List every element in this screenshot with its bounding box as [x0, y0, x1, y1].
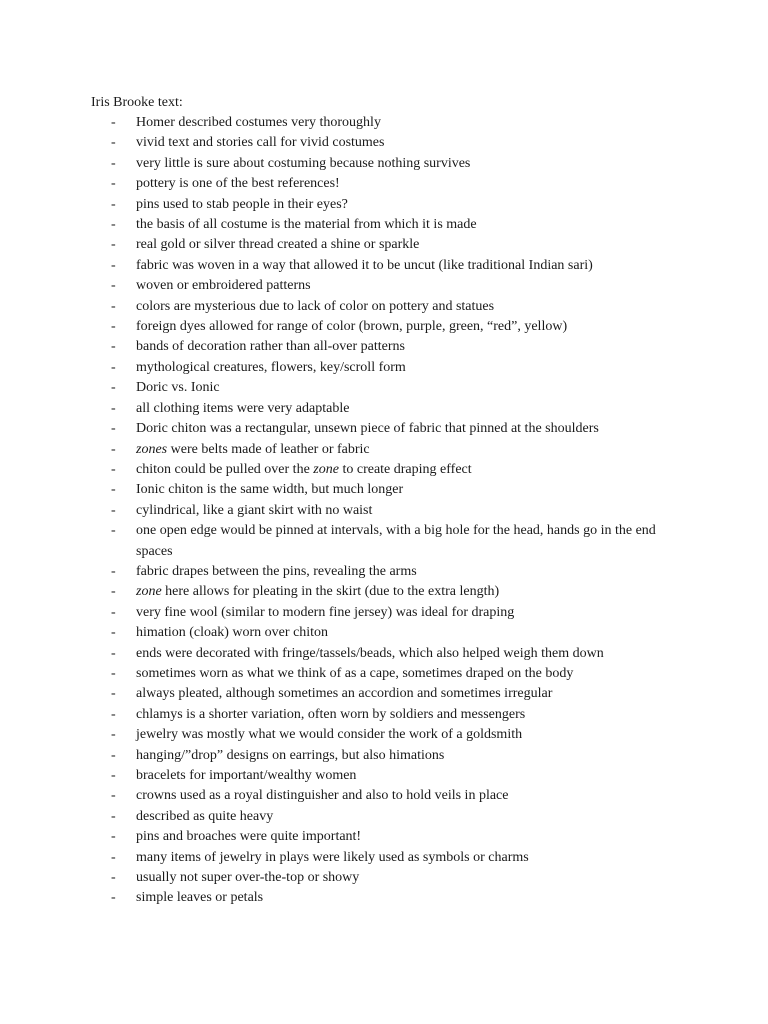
list-item	[0, 644, 768, 664]
list-item	[0, 113, 768, 133]
list-bullet-dash: -	[111, 461, 116, 477]
list-item	[0, 195, 768, 215]
list-bullet-dash: -	[111, 257, 116, 273]
list-item	[0, 235, 768, 255]
list-item-text: Ionic chiton is the same width, but much longer	[136, 482, 404, 498]
list-bullet-dash: -	[111, 665, 116, 681]
list-item-text: bands of decoration rather than all-over patterns	[136, 339, 406, 355]
italic-term: zone	[136, 584, 162, 600]
list-item	[0, 582, 768, 602]
list-item	[0, 603, 768, 623]
list-item-text: Doric chiton was a rectangular, unsewn piece of fabric that pinned at the shoulders	[136, 421, 599, 437]
list-item-text: one open edge would be pinned at intervals, with a big hole for the head, hands go in the end spaces	[136, 523, 656, 559]
list-bullet-dash: -	[111, 441, 116, 457]
list-bullet-dash: -	[111, 400, 116, 416]
list-bullet-dash: -	[111, 421, 116, 437]
list-item	[0, 786, 768, 806]
list-bullet-dash: -	[111, 584, 116, 600]
list-item-text: hanging/”drop” designs on earrings, but also himations	[136, 747, 445, 763]
list-bullet-dash: -	[111, 747, 116, 763]
list-item-text: pins used to stab people in their eyes?	[136, 196, 348, 212]
list-item-text: colors are mysterious due to lack of color on pottery and statues	[136, 298, 495, 314]
list-bullet-dash: -	[111, 196, 116, 212]
list-item-text: crowns used as a royal distinguisher and also to hold veils in place	[136, 788, 509, 804]
list-item-text: Doric vs. Ionic	[136, 380, 220, 396]
italic-term: zones	[136, 441, 168, 457]
list-item	[0, 215, 768, 235]
list-item	[0, 888, 768, 908]
list-item-text: himation (cloak) worn over chiton	[136, 625, 329, 641]
list-bullet-dash: -	[111, 706, 116, 722]
list-bullet-dash: -	[111, 849, 116, 865]
list-item	[0, 419, 768, 439]
list-item	[0, 623, 768, 643]
list-item-text: chlamys is a shorter variation, often worn by soldiers and messengers	[136, 706, 526, 722]
list-item	[0, 562, 768, 582]
list-bullet-dash: -	[111, 727, 116, 743]
list-bullet-dash: -	[111, 768, 116, 783]
list-item-text: bracelets for important/wealthy women	[136, 768, 357, 783]
list-item	[0, 480, 768, 500]
list-item	[0, 276, 768, 296]
list-bullet-dash: -	[111, 686, 116, 702]
list-item-text: to create draping effect	[338, 461, 472, 477]
list-item-text: jewelry was mostly what we would consider the work of a goldsmith	[136, 727, 523, 743]
list-item-text: sometimes worn as what we think of as a cape, sometimes draped on the body	[136, 665, 574, 681]
list-item-text: pottery is one of the best references!	[136, 176, 340, 192]
list-item-text: all clothing items were very adaptable	[136, 400, 350, 416]
list-item	[0, 848, 768, 868]
list-bullet-dash: -	[111, 319, 116, 335]
list-item-text: cylindrical, like a giant skirt with no waist	[136, 502, 373, 518]
list-item	[0, 766, 768, 786]
list-item-text: usually not super over-the-top or showy	[136, 870, 360, 886]
list-bullet-dash: -	[111, 808, 116, 824]
list-item-text: real gold or silver thread created a shine or sparkle	[136, 237, 420, 253]
list-item	[0, 807, 768, 827]
notes-list	[0, 113, 768, 909]
list-bullet-dash: -	[111, 502, 116, 518]
list-bullet-dash: -	[111, 380, 116, 396]
list-bullet-dash: -	[111, 788, 116, 804]
list-bullet-dash: -	[111, 278, 116, 294]
list-item	[0, 868, 768, 888]
list-item-text: the basis of all costume is the material from which it is made	[136, 217, 477, 233]
list-bullet-dash: -	[111, 115, 116, 130]
list-item-text: very fine wool (similar to modern fine jersey) was ideal for draping	[136, 604, 515, 620]
list-item-text: chiton could be pulled over the	[136, 461, 314, 477]
list-item	[0, 317, 768, 337]
list-bullet-dash: -	[111, 339, 116, 355]
list-bullet-dash: -	[111, 359, 116, 375]
list-bullet-dash: -	[111, 176, 116, 192]
list-item	[0, 154, 768, 174]
list-item-text: foreign dyes allowed for range of color (brown, purple, green, “red”, yellow)	[136, 319, 568, 335]
list-item	[0, 440, 768, 460]
list-item-text: mythological creatures, flowers, key/scroll form	[136, 359, 406, 375]
notes-heading: Iris Brooke text:	[91, 95, 183, 110]
list-bullet-dash: -	[111, 645, 116, 661]
list-bullet-dash: -	[111, 237, 116, 253]
list-item	[0, 297, 768, 317]
list-item	[0, 521, 768, 562]
list-item-text: always pleated, although sometimes an accordion and sometimes irregular	[136, 686, 553, 702]
list-item-text: many items of jewelry in plays were likely used as symbols or charms	[136, 849, 529, 865]
list-bullet-dash: -	[111, 217, 116, 233]
list-item	[0, 746, 768, 766]
list-item	[0, 827, 768, 847]
list-item	[0, 725, 768, 745]
list-bullet-dash: -	[111, 563, 116, 579]
list-item-text: ends were decorated with fringe/tassels/beads, which also helped weigh them down	[136, 645, 604, 661]
list-item-text: very little is sure about costuming because nothing survives	[136, 155, 471, 171]
list-item	[0, 399, 768, 419]
list-bullet-dash: -	[111, 890, 116, 906]
list-bullet-dash: -	[111, 870, 116, 886]
list-item	[0, 684, 768, 704]
list-item	[0, 337, 768, 357]
list-item-text: fabric was woven in a way that allowed it to be uncut (like traditional Indian sari)	[136, 257, 593, 273]
list-item	[0, 358, 768, 378]
list-item-text: simple leaves or petals	[136, 890, 264, 906]
list-bullet-dash: -	[111, 829, 116, 845]
list-bullet-dash: -	[111, 135, 116, 151]
list-item	[0, 501, 768, 521]
list-item-text: here allows for pleating in the skirt (due to the extra length)	[161, 584, 500, 600]
list-item	[0, 460, 768, 480]
list-item	[0, 256, 768, 276]
list-item-text: fabric drapes between the pins, revealing the arms	[136, 563, 417, 579]
list-item	[0, 133, 768, 153]
list-item-text: pins and broaches were quite important!	[136, 829, 362, 845]
list-item-text: vivid text and stories call for vivid costumes	[136, 135, 385, 151]
list-item-text: woven or embroidered patterns	[136, 278, 311, 294]
list-item-text: described as quite heavy	[136, 808, 274, 824]
list-bullet-dash: -	[111, 604, 116, 620]
list-item	[0, 664, 768, 684]
list-bullet-dash: -	[111, 482, 116, 498]
list-item	[0, 378, 768, 398]
list-bullet-dash: -	[111, 523, 116, 539]
list-bullet-dash: -	[111, 155, 116, 171]
list-bullet-dash: -	[111, 298, 116, 314]
list-item-text: were belts made of leather or fabric	[167, 441, 370, 457]
list-item-text: Homer described costumes very thoroughly	[136, 115, 381, 130]
italic-term: zone	[313, 461, 339, 477]
list-item	[0, 705, 768, 725]
list-item	[0, 174, 768, 194]
list-bullet-dash: -	[111, 625, 116, 641]
